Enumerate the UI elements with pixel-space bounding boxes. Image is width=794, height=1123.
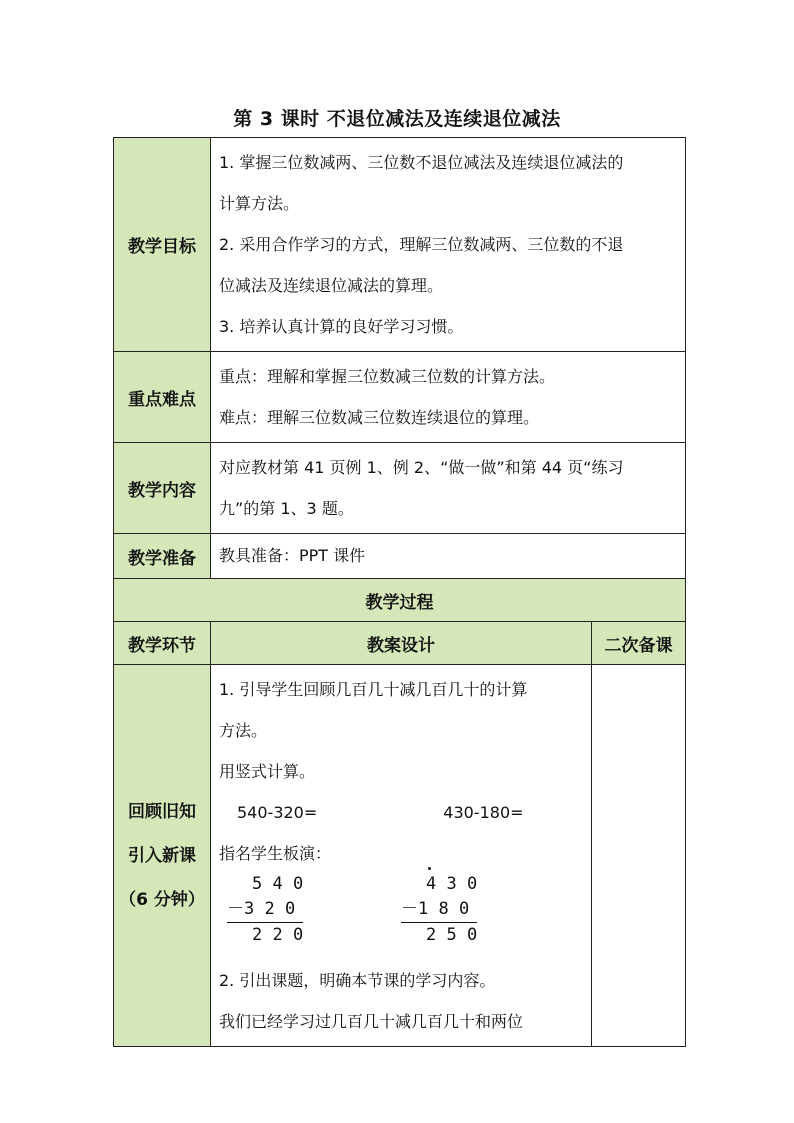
content-row (114, 443, 686, 534)
page-title: 第 3 课时 不退位减法及连续退位减法 (233, 108, 561, 130)
col-step-header: 教学环节 (114, 622, 211, 665)
step1-label-line: （6 分钟） (119, 889, 205, 910)
calc-top: 4 3 0 (426, 874, 478, 894)
vertical-calc-2 (401, 872, 477, 948)
step1-label-line: 引入新课 (128, 845, 196, 866)
vertical-calc-1 (227, 872, 303, 948)
lesson-plan-table (113, 137, 686, 1047)
design-line: 1. 引导学生回顾几百几十减几百几十的计算 (219, 680, 528, 699)
objectives-row (114, 138, 686, 352)
col-notes-header: 二次备课 (592, 622, 686, 665)
key-point-line: 重点：理解和掌握三位数减三位数的计算方法。 (219, 367, 556, 386)
objective-line: 2. 采用合作学习的方式，理解三位数减两、三位数的不退 (219, 235, 624, 254)
column-header-row (114, 622, 686, 665)
process-header-row (114, 579, 686, 622)
preparation-text (211, 534, 686, 579)
objectives-content (211, 138, 686, 352)
content-line: 九”的第 1、3 题。 (219, 499, 354, 518)
design-line: 用竖式计算。 (219, 762, 316, 781)
content-line: 对应教材第 41 页例 1、例 2、“做一做”和第 44 页“练习 (219, 458, 624, 477)
key-points-row (114, 352, 686, 443)
objective-line: 位减法及连续退位减法的算理。 (219, 276, 444, 295)
calc-minus: －1 8 0 (401, 899, 470, 919)
preparation-row (114, 534, 686, 579)
objective-line: 1. 掌握三位数减两、三位数不退位减法及连续退位减法的 (219, 153, 624, 172)
content-label: 教学内容 (114, 443, 211, 534)
step1-label (114, 665, 211, 1047)
key-points-label: 重点难点 (114, 352, 211, 443)
step1-row (114, 665, 686, 1047)
calc-result: 2 5 0 (401, 922, 477, 948)
design-line: 我们已经学习过几百几十减几百几十和两位 (219, 1012, 524, 1031)
design-line: 指名学生板演： (219, 844, 332, 863)
objective-line: 3. 培养认真计算的良好学习习惯。 (219, 317, 464, 336)
borrow-dot-icon (428, 867, 431, 870)
process-header: 教学过程 (114, 579, 686, 622)
equations-line (219, 792, 583, 833)
calc-result: 2 2 0 (227, 922, 303, 948)
equation-2: 430-180= (443, 803, 524, 822)
objectives-label: 教学目标 (114, 138, 211, 352)
equation-1: 540-320= (237, 803, 318, 822)
preparation-line: 教具准备：PPT 课件 (219, 546, 366, 565)
step1-label-line: 回顾旧知 (128, 801, 196, 822)
calc-minus: －3 2 0 (227, 899, 296, 919)
key-point-line: 难点：理解三位数减三位数连续退位的算理。 (219, 408, 540, 427)
objective-line: 计算方法。 (219, 194, 300, 213)
col-design-header: 教案设计 (211, 622, 592, 665)
key-points-content (211, 352, 686, 443)
step1-design (211, 665, 592, 1047)
calc-top: 5 4 0 (252, 874, 304, 894)
step1-notes (592, 665, 686, 1047)
preparation-label: 教学准备 (114, 534, 211, 579)
design-line: 2. 引出课题，明确本节课的学习内容。 (219, 971, 496, 990)
content-text (211, 443, 686, 534)
vertical-calculations (219, 870, 583, 960)
design-line: 方法。 (219, 721, 268, 740)
